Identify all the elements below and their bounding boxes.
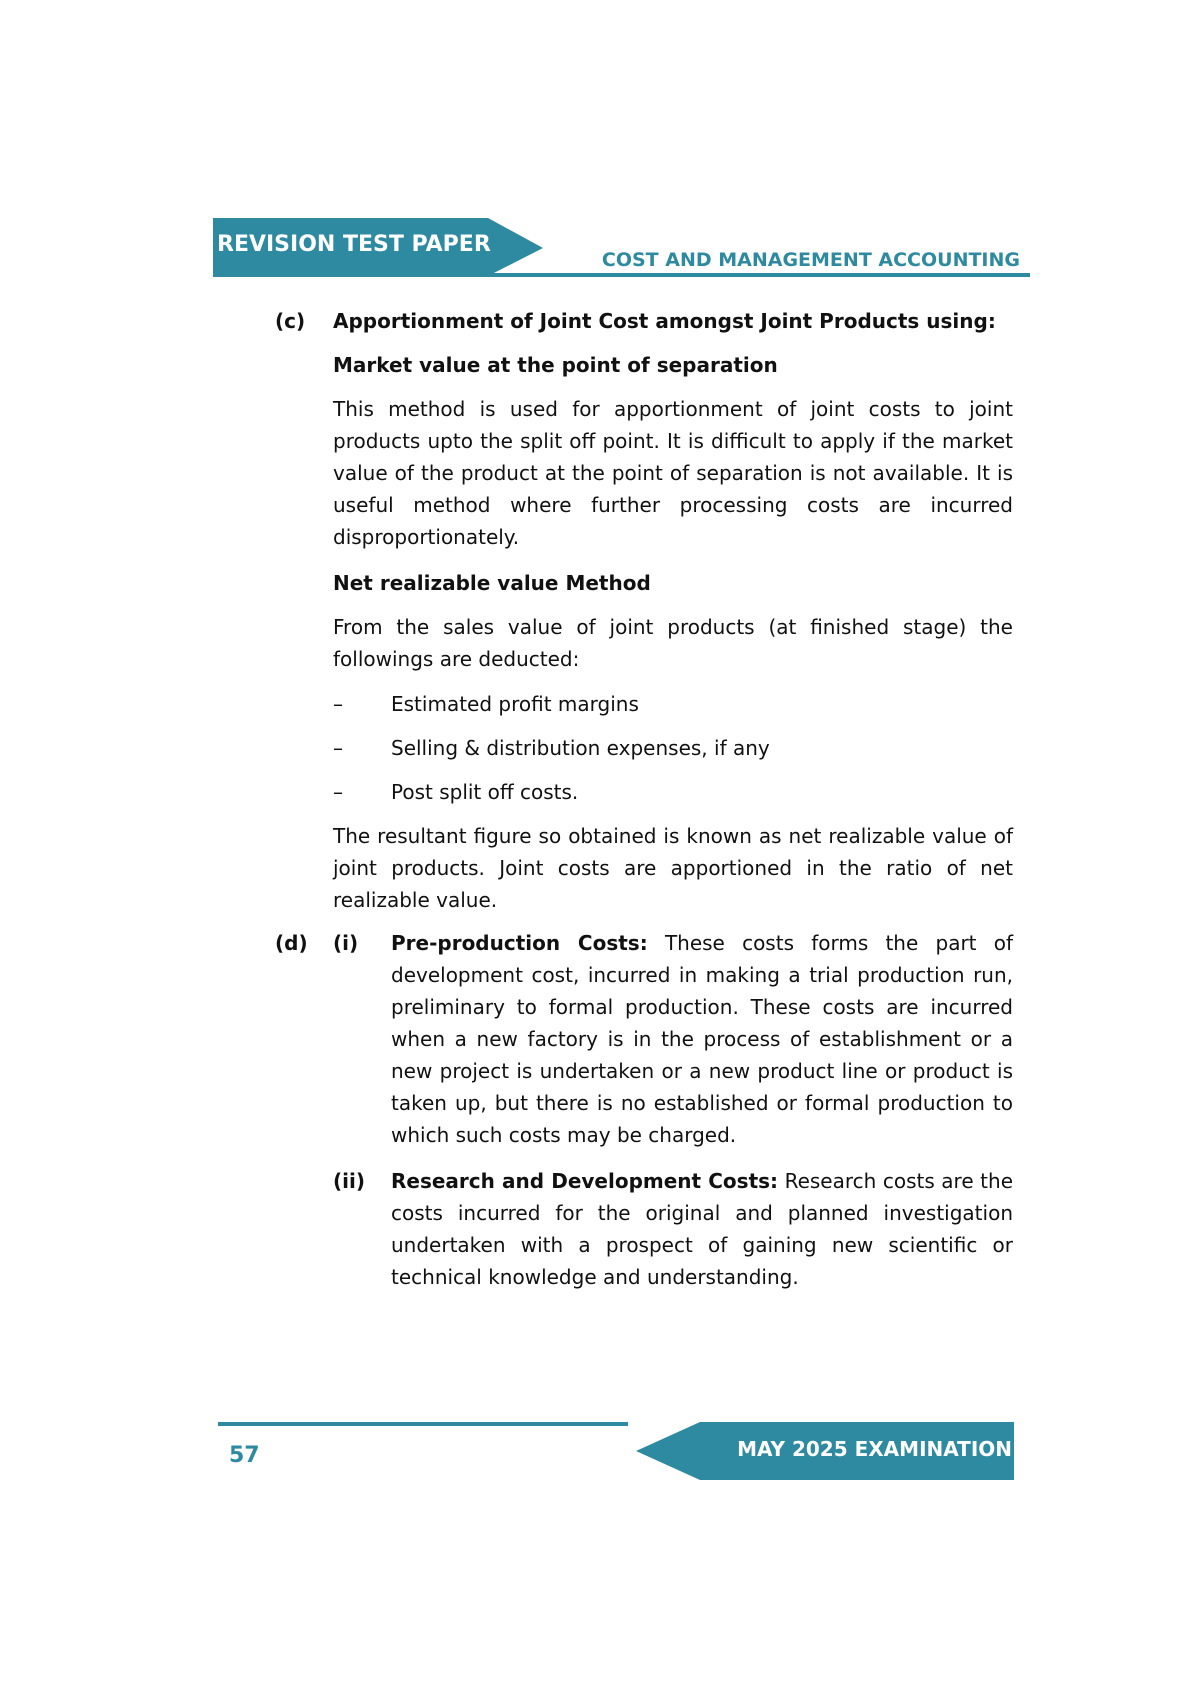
item-ii-title: Research and Development Costs: [391, 1169, 779, 1193]
item-i-text: These costs forms the part of development cost, incurred in making a trial production run, preliminary to formal production. These costs are incurred when a new factory is in the process of establishment or a new project is undertaken or a new product line or product is taken up, but there is no established or formal production to which such costs may be charged. [391, 931, 1014, 1147]
bullet-dash: – [333, 692, 343, 716]
item-ii-label: (ii) [333, 1169, 365, 1193]
nrv-subheading: Net realizable value Method [333, 571, 651, 595]
section-c-label: (c) [275, 309, 306, 333]
header-right-title: COST AND MANAGEMENT ACCOUNTING [601, 249, 1020, 271]
header-left-title: REVISION TEST PAPER [217, 232, 491, 257]
item-ii-body [391, 1165, 1013, 1293]
item-i-label: (i) [333, 931, 359, 955]
bullet-item: Post split off costs. [391, 780, 579, 804]
nrv-intro: From the sales value of joint products (at finished stage) the followings are deducted: [333, 615, 1013, 671]
bullet-dash: – [333, 780, 343, 804]
market-value-paragraph: This method is used for apportionment of joint costs to joint products upto the split off point. It is difficult to apply if the market value of the product at the point of separation is not available. It is useful method where further processing costs are incurred disproportionately. [333, 397, 1013, 549]
item-i-title: Pre-production Costs: [391, 931, 648, 955]
header-rule [213, 273, 1030, 277]
nrv-conclusion: The resultant figure so obtained is known as net realizable value of joint products. Joint costs are apportioned in the ratio of net realizable value. [333, 824, 1013, 912]
item-ii-text: Research costs are the costs incurred for the original and planned investigation undertaken with a prospect of gaining new scientific or technical knowledge and understanding. [391, 1169, 1014, 1289]
bullet-item: Estimated profit margins [391, 692, 639, 716]
footer-rule [218, 1422, 628, 1426]
bullet-item: Selling & distribution expenses, if any [391, 736, 770, 760]
bullet-dash: – [333, 736, 343, 760]
section-d-label: (d) [275, 931, 308, 955]
footer-exam-label: MAY 2025 EXAMINATION [737, 1437, 1012, 1461]
market-value-subheading: Market value at the point of separation [333, 353, 778, 377]
page-number: 57 [229, 1443, 260, 1468]
item-i-body [391, 927, 1013, 1151]
section-c-heading: Apportionment of Joint Cost amongst Joint Products using: [333, 309, 996, 333]
